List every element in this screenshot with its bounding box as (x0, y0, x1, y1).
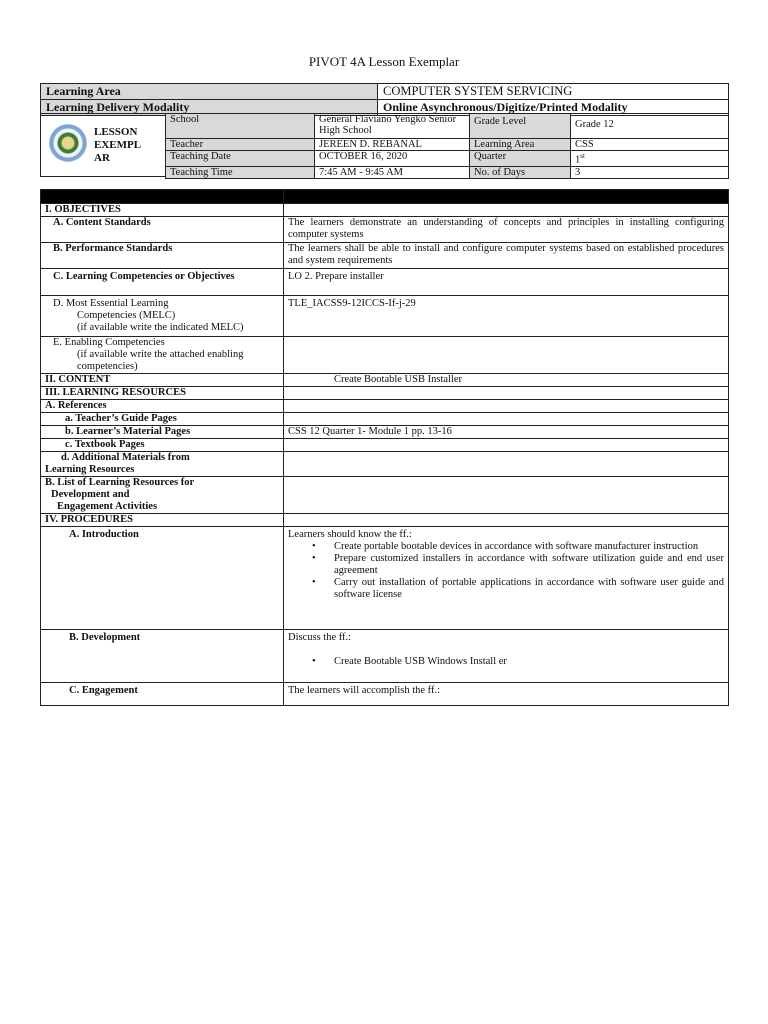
learners-material-label: b. Learner’s Material Pages (41, 426, 284, 439)
teachers-guide-label: a. Teacher’s Guide Pages (41, 413, 284, 426)
school-label: School (166, 114, 315, 139)
table-row (41, 426, 729, 439)
table-row (41, 514, 729, 527)
table-row (41, 387, 729, 400)
table-row (41, 452, 729, 477)
table-row (41, 413, 729, 426)
introduction-content: Learners should know the ff.: • Create portable bootable devices in accordance with software manufacturer instruction • Prepare customized installers in accordance with software utilization guide and end user agreement • Carry out installation of portable applications in accordance with software user guide and software license (284, 527, 729, 630)
table-row (41, 269, 729, 296)
list-item: • Prepare customized installers in accordance with software utilization guide and end user agreement (288, 553, 724, 577)
learning-area-label: Learning Area (41, 84, 378, 100)
list-resources-label: B. List of Learning Resources for Development and Engagement Activities (41, 477, 284, 514)
development-label: B. Development (41, 630, 284, 683)
lesson-exemplar-logo-block (40, 113, 166, 177)
grade-level-value: Grade 12 (571, 114, 729, 139)
melc-value: TLE_IACSS9-12ICCS-If-j-29 (284, 296, 729, 337)
deped-seal-icon (49, 124, 87, 162)
melc-label: D. Most Essential Learning Competencies (MELC) (if available write the indicated MELC) (41, 296, 284, 337)
development-content: Discuss the ff.: • Create Bootable USB Windows Install er (284, 630, 729, 683)
table-header-bar (41, 190, 729, 204)
teacher-value: JEREEN D. REBANAL (315, 139, 470, 151)
logo-text: LESSON EXEMPL AR (94, 126, 142, 164)
header-table (40, 83, 729, 116)
content-value: Create Bootable USB Installer (284, 374, 729, 387)
table-row (41, 527, 729, 630)
teaching-time-value: 7:45 AM - 9:45 AM (315, 166, 470, 178)
additional-materials-label: d. Additional Materials from Learning Resources (41, 452, 284, 477)
learning-area-value-2: CSS (571, 139, 729, 151)
days-label: No. of Days (470, 166, 571, 178)
content-standards-label: A. Content Standards (41, 217, 284, 243)
table-row (41, 630, 729, 683)
list-item: • Carry out installation of portable applications in accordance with software user guide and software license (288, 577, 724, 601)
table-row (41, 477, 729, 514)
quarter-label: Quarter (470, 151, 571, 167)
references-label: A. References (41, 400, 284, 413)
table-row (41, 683, 729, 706)
competencies-value: LO 2. Prepare installer (284, 269, 729, 296)
engagement-value: The learners will accomplish the ff.: (284, 683, 729, 706)
teaching-date-label: Teaching Date (166, 151, 315, 167)
list-item: • Create portable bootable devices in accordance with software manufacturer instruction (288, 541, 724, 553)
info-table (165, 113, 729, 179)
learning-area-value: COMPUTER SYSTEM SERVICING (378, 84, 729, 100)
competencies-label: C. Learning Competencies or Objectives (41, 269, 284, 296)
performance-standards-label: B. Performance Standards (41, 243, 284, 269)
table-row (41, 243, 729, 269)
content-heading: II. CONTENT (41, 374, 284, 387)
teacher-label: Teacher (166, 139, 315, 151)
table-row (41, 296, 729, 337)
development-list (288, 656, 724, 668)
learners-material-value: CSS 12 Quarter 1- Module 1 pp. 13-16 (284, 426, 729, 439)
learning-area-label-2: Learning Area (470, 139, 571, 151)
content-standards-value: The learners demonstrate an understanding of concepts and principles in installing configuring computer systems (284, 217, 729, 243)
page-title: PIVOT 4A Lesson Exemplar (308, 54, 460, 69)
learning-resources-heading: III. LEARNING RESOURCES (41, 387, 284, 400)
teaching-date-value: OCTOBER 16, 2020 (315, 151, 470, 167)
table-row (41, 374, 729, 387)
table-row (41, 337, 729, 374)
textbook-label: c. Textbook Pages (41, 439, 284, 452)
lesson-table (40, 189, 729, 706)
enabling-label: E. Enabling Competencies (if available write the attached enabling competencies) (41, 337, 284, 374)
modality-label: Learning Delivery Modality (41, 100, 378, 116)
introduction-label: A. Introduction (41, 527, 284, 630)
table-row (41, 217, 729, 243)
modality-value: Online Asynchronous/Digitize/Printed Modality (378, 100, 729, 116)
table-row (41, 439, 729, 452)
days-value: 3 (571, 166, 729, 178)
introduction-list (288, 541, 724, 601)
objectives-heading: I. OBJECTIVES (41, 204, 284, 217)
grade-level-label: Grade Level (470, 114, 571, 139)
table-row (41, 400, 729, 413)
performance-standards-value: The learners shall be able to install and configure computer systems based on established procedures and system requirements (284, 243, 729, 269)
engagement-label: C. Engagement (41, 683, 284, 706)
table-row (41, 204, 729, 217)
quarter-value: 1st (571, 151, 729, 167)
school-value: General Flaviano Yengko Senior High School (315, 114, 470, 139)
list-item: • Create Bootable USB Windows Install er (288, 656, 724, 668)
teaching-time-label: Teaching Time (166, 166, 315, 178)
procedures-heading: IV. PROCEDURES (41, 514, 284, 527)
